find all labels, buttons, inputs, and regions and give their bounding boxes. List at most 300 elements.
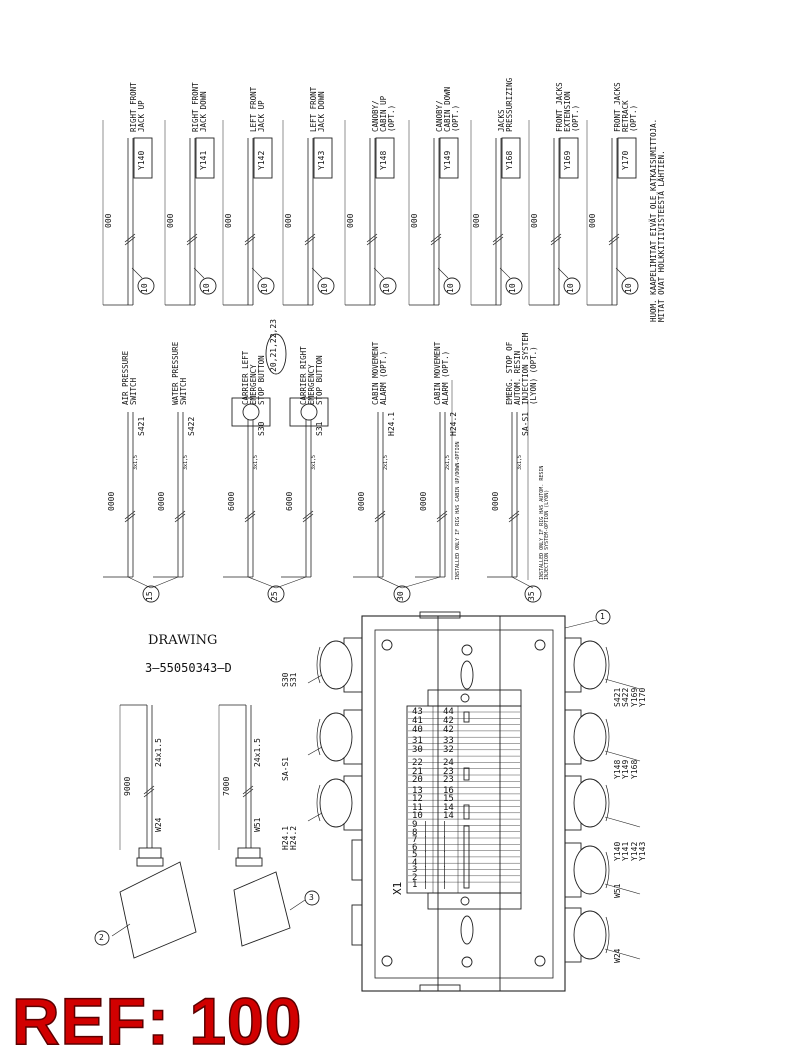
valve-description-line: LEFT FRONT: [249, 86, 258, 132]
sensor-cable-length-line: 6000: [227, 491, 236, 511]
leader-line: [374, 268, 384, 278]
valve-ref-number: [447, 283, 455, 293]
terminal-number: 24: [443, 758, 454, 768]
valve-ref-number-line: 10: [260, 283, 269, 293]
gland-label-left: [282, 826, 299, 850]
valve-description: [130, 82, 146, 132]
box-mount-hole: [382, 956, 392, 966]
valve-description: [498, 78, 514, 132]
blank-plug-top: [420, 612, 460, 618]
valve-code-y143: [318, 151, 326, 170]
sensor-cable-spec-line: 3x1,5: [133, 454, 139, 470]
sensor-cable-length-line: 0000: [491, 491, 500, 511]
valve-ref-number-line: 10: [202, 283, 211, 293]
sensor-code: [522, 412, 530, 436]
gland-label-right-line: Y169: [629, 687, 639, 707]
cable-wire-id: [155, 818, 163, 832]
sensor-description-line: ALARM (OPT.): [378, 350, 388, 405]
sensor-code-line: S421: [137, 416, 146, 436]
terminal-jumper: |: [423, 872, 428, 882]
rail-slot: [461, 916, 473, 944]
terminal-strip-label: [392, 882, 404, 895]
sensor-description-line: CABIN MOVEMENT: [433, 341, 442, 405]
terminal-number: 3: [412, 865, 418, 875]
sensor-cable-spec-line: 3x1,5: [517, 454, 523, 470]
valve-description-line: CANOBY/: [371, 100, 380, 132]
box-mount-hole: [535, 956, 545, 966]
gland-nut-right: [574, 846, 606, 894]
valve-cable-length: [531, 214, 539, 228]
terminal-jumper: |: [442, 850, 447, 859]
valve-cable-length-line: 000: [104, 213, 113, 228]
sensor-cable-length: [492, 492, 500, 511]
leader-line: [128, 577, 151, 588]
valve-code-y168: [506, 151, 514, 170]
group-ref-number-line: 35: [527, 591, 536, 601]
valve-description-line: LEFT FRONT: [309, 86, 318, 132]
terminal-number: 10: [412, 811, 423, 821]
group-ref-number: [528, 591, 536, 601]
valve-description-line: EXTENSION: [562, 91, 572, 132]
valve-code-y142: [258, 151, 266, 170]
box-mount-hole: [382, 640, 392, 650]
sensor-code: [138, 417, 146, 436]
terminal-jumper: |: [442, 842, 447, 852]
valve-cable-length-line: 000: [410, 213, 419, 228]
gland-label-right-line: Y143: [638, 841, 648, 861]
sensor-description-line: STOP BUTTON: [256, 355, 266, 405]
terminal-number: 13: [412, 786, 423, 796]
box-ref-number: 1: [600, 612, 605, 621]
connector-ref-number: 2: [99, 933, 104, 942]
valve-cable-length: [285, 214, 293, 228]
valve-description-line: FRONT JACKS: [613, 82, 622, 132]
drawing-title: DRAWING: [148, 633, 218, 648]
sensor-code-line: S30: [257, 421, 266, 436]
gland-label-right-line: Y141: [621, 841, 631, 861]
sensor-cable-length-line: 0000: [107, 491, 116, 511]
gland-label-right-line: Y142: [629, 841, 639, 861]
valve-description: [372, 96, 396, 132]
terminal-number: 11: [412, 803, 423, 813]
sensor-code: [450, 412, 458, 436]
valve-description-line: (OPT.): [628, 104, 638, 132]
valve-cable-length-line: 000: [588, 213, 597, 228]
terminal-jumper: |: [423, 850, 428, 859]
sensor-cable-spec-line: 3x1,5: [183, 454, 189, 470]
terminal-number: 43: [412, 707, 423, 717]
terminal-number: 20: [412, 775, 423, 785]
valve-ref-number-line: 10: [140, 283, 149, 293]
gland-label-right-line: Y168: [629, 759, 639, 779]
rail-screw: [462, 957, 472, 967]
252,935: [234, 872, 290, 946]
gland-nut-left: [320, 641, 352, 689]
gland-label-right: [614, 688, 648, 707]
terminal-number: 9: [412, 820, 418, 830]
sensor-description: [372, 342, 388, 405]
terminal-jumper: |: [423, 835, 428, 844]
sensor-cable-length: [108, 492, 116, 511]
sensor-cable-spec: [134, 455, 139, 470]
leader-line: [512, 577, 533, 588]
sensor-cable-spec-line: 2x1,5: [383, 454, 389, 470]
valve-ref-number: [383, 283, 391, 293]
cable-length: [124, 777, 132, 796]
terminal-number: 5: [412, 850, 418, 860]
connector-ref-number: 3: [309, 893, 314, 902]
terminal-jumper: |: [442, 880, 447, 889]
valve-cable-length: [105, 214, 113, 228]
leader-line: [438, 268, 448, 278]
stop-ref-label-line: 20,21,22,23: [269, 319, 278, 372]
valve-description-line: PRESSURIZING: [504, 77, 514, 132]
sensor-code: [258, 422, 266, 436]
sensor-description-line: AIR PRESSURE: [121, 350, 130, 405]
stop-button-left: [243, 404, 259, 420]
sensor-code: [188, 417, 196, 436]
terminal-jumper: |: [442, 835, 447, 844]
sensor-cable-spec: [184, 455, 189, 470]
gland-label-right-line: W24: [613, 948, 622, 963]
cable-length-line: 9000: [123, 776, 132, 796]
terminal-marker: [464, 768, 469, 780]
gland-nut-left: [320, 779, 352, 827]
sensor-description: [172, 342, 188, 405]
leader-line: [500, 268, 510, 278]
valve-code-y169-line: Y169: [563, 150, 572, 170]
drawing-number: 3—55050343—D: [145, 661, 232, 675]
leader-line: [616, 268, 626, 278]
terminal-number: 12: [412, 794, 423, 804]
terminal-number: 1: [412, 880, 418, 890]
valve-code-y143-line: Y143: [317, 150, 326, 170]
valve-cable-length: [347, 214, 355, 228]
valve-ref-number: [321, 283, 329, 293]
terminal-number: 30: [412, 745, 423, 755]
valve-code-y148: [380, 151, 388, 170]
sensor-cable-spec-line: 3x1,5: [311, 454, 317, 470]
blank-plug-bottom: [420, 985, 460, 991]
terminal-number: 2: [412, 872, 418, 883]
gland-nut-right: [574, 641, 606, 689]
leader-line: [565, 620, 597, 628]
terminal-number: 22: [412, 758, 423, 768]
rail-slot: [461, 661, 473, 689]
valve-cable-length-line: 000: [284, 213, 293, 228]
leader-line: [402, 577, 440, 588]
terminal-number: 4: [412, 857, 418, 868]
terminal-number: 33: [443, 736, 454, 746]
sensor-cable-spec-line: 3x1,5: [253, 454, 259, 470]
cable-wire-id-line: W24: [154, 817, 163, 832]
gland-nut-left: [320, 713, 352, 761]
resin-option-note-line: INSTALLED ONLY IF RIG HAS AUTOM. RESIN: [539, 465, 545, 580]
gland-label-right-line: Y148: [613, 759, 622, 779]
terminal-number: 21: [412, 767, 423, 777]
valve-code-y168-line: Y168: [505, 150, 514, 170]
sensor-description: [506, 333, 538, 405]
valve-ref-number: [203, 283, 211, 293]
valve-code-y149-line: Y149: [443, 150, 452, 170]
valve-cable-length-line: 000: [346, 213, 355, 228]
gland-label-left-line: H24.2: [289, 825, 299, 850]
leader-line: [194, 268, 204, 278]
cable-length-line: 7000: [222, 776, 231, 796]
gland-label-right-line: Y140: [613, 841, 622, 861]
valve-description-line: (OPT.): [450, 104, 460, 132]
valve-ref-number-line: 10: [446, 283, 455, 293]
terminal-number: 7: [412, 835, 418, 845]
sensor-description-line: SWITCH: [178, 377, 188, 405]
cable-spec-line: 24x1.5: [253, 738, 262, 767]
terminal-number: 44: [443, 707, 454, 717]
sensor-cable-spec: [312, 455, 317, 470]
leader-line: [112, 924, 130, 936]
sensor-cable-spec: [384, 455, 389, 470]
leader-line: [312, 268, 322, 278]
rail-screw: [462, 645, 472, 655]
terminal-number: 32: [443, 745, 454, 755]
valve-cable-length: [167, 214, 175, 228]
terminal-jumper: |: [442, 872, 447, 882]
terminal-jumper: |: [442, 827, 447, 837]
terminal-marker: [464, 805, 469, 819]
sensor-description: [434, 342, 450, 405]
cable-wire-id: [254, 818, 262, 832]
terminal-number: 14: [443, 811, 454, 821]
valve-description-line: FRONT JACKS: [555, 82, 564, 132]
valve-cable-length: [411, 214, 419, 228]
cable-length-note-line: HUOM. KAAPELIMITAT EIVÄT OLE KATKAISUMITTOJA.: [649, 118, 658, 322]
sensor-cable-length-line: 0000: [157, 491, 166, 511]
sensor-cable-length: [158, 492, 166, 511]
valve-code-y141: [200, 151, 208, 170]
cable-length-note-line: MITAT OVAT HOLKKITIIVISTEESTÄ LÄHTIEN.: [656, 150, 666, 322]
sensor-code: [388, 412, 396, 436]
sensor-description-line: ALARM (OPT.): [440, 350, 450, 405]
terminal-number: 31: [412, 736, 423, 746]
valve-description: [310, 87, 326, 132]
sensor-cable-length: [286, 492, 294, 511]
gland-label-right-line: S422: [621, 687, 631, 707]
sensor-cable-length-line: 6000: [285, 491, 294, 511]
group-ref-number-line: 25: [270, 591, 279, 601]
cable-gland-nut: [236, 858, 262, 866]
sensor-cable-spec: [446, 455, 451, 470]
gland-label-left: [282, 673, 299, 687]
gland-label-left-line: SA-S1: [281, 756, 290, 781]
valve-code-y140: [138, 151, 146, 170]
sensor-cable-length: [228, 492, 236, 511]
sensor-description-line: WATER PRESSURE: [171, 341, 180, 405]
terminal-end-plate: [428, 690, 521, 706]
terminal-number: 15: [443, 794, 454, 804]
valve-cable-length-line: 000: [224, 213, 233, 228]
terminal-jumper: |: [423, 857, 428, 867]
stop-button-right: [301, 404, 317, 420]
sensor-code-line: H24.1: [387, 411, 396, 436]
cabin-option-note-line: INSTALLED ONLY IF RIG HAS CABIN UP/DOWN-OPTION: [455, 441, 461, 580]
gland-label-right: [614, 949, 622, 963]
cable-wire-id-line: W51: [253, 817, 262, 832]
terminal-number: 8: [412, 827, 418, 838]
valve-ref-number-line: 10: [382, 283, 391, 293]
leader-line: [276, 577, 306, 588]
leader-line: [605, 884, 640, 894]
sensor-description-line: CARRIER LEFT: [241, 350, 250, 405]
valve-description: [614, 82, 638, 132]
valve-description-line: RIGHT FRONT: [129, 82, 138, 132]
terminal-screw: [461, 694, 469, 702]
sensor-cable-length-line: 0000: [357, 491, 366, 511]
gland-nut-right: [574, 779, 606, 827]
cable-spec: [254, 738, 262, 767]
terminal-strip-label-line: X1: [391, 881, 404, 895]
valve-cable-length-line: 000: [530, 213, 539, 228]
cable-length-note: [650, 119, 666, 322]
sensor-description-line: EMERG. STOP OF: [505, 341, 514, 405]
sensor-description-line: SWITCH: [128, 377, 138, 405]
terminal-jumper: |: [442, 865, 447, 874]
gland-nut-right: [574, 911, 606, 959]
valve-description: [250, 87, 266, 132]
leader-line: [252, 268, 262, 278]
valve-description-line: (OPT.): [570, 104, 580, 132]
sensor-description-line: CABIN MOVEMENT: [371, 341, 380, 405]
terminal-marker: [464, 712, 469, 722]
sensor-cable-spec-line: 2x1,5: [445, 454, 451, 470]
terminal-jumper: |: [423, 880, 428, 889]
cable-spec: [155, 738, 163, 767]
sensor-description: [242, 351, 266, 405]
sensor-cable-length: [420, 492, 428, 511]
group-ref-number: [146, 591, 154, 601]
sensor-description-line: AUTOM. RESIN: [512, 350, 522, 405]
leader-line: [290, 900, 305, 910]
valve-ref-number: [509, 283, 517, 293]
valve-description: [556, 82, 580, 132]
valve-cable-length: [589, 214, 597, 228]
leader-line: [151, 577, 178, 588]
cable-gland-nut: [137, 858, 163, 866]
sensor-description-line: (LYON) (OPT.): [528, 346, 538, 405]
sensor-cable-length: [358, 492, 366, 511]
terminal-jumper: |: [423, 842, 428, 852]
terminal-number: 23: [443, 767, 454, 777]
gland-label-left-line: H24.1: [281, 825, 290, 850]
valve-code-y140-line: Y140: [137, 150, 146, 170]
sensor-code-line: S31: [315, 421, 324, 436]
terminal-jumper: |: [442, 857, 447, 867]
cable-gland: [238, 848, 260, 858]
valve-ref-number-line: 10: [508, 283, 517, 293]
gland-label-left-line: S31: [289, 672, 299, 687]
sensor-code-line: H24.2: [449, 411, 458, 436]
valve-description-line: CANOBY/: [435, 100, 444, 132]
valve-description-line: RETRACK: [620, 100, 630, 132]
valve-ref-number: [141, 283, 149, 293]
resin-option-note-line: INJECTION SYSTEM-OPTION (LYON): [544, 489, 551, 580]
gland-label-left-line: S30: [281, 672, 290, 687]
valve-description-line: JACK UP: [256, 100, 266, 132]
terminal-number: 41: [412, 716, 423, 726]
gland-label-right-line: S421: [613, 687, 622, 707]
gland-label-right-line: W51: [613, 883, 622, 898]
valve-code-y170-line: Y170: [621, 150, 630, 170]
valve-ref-number: [625, 283, 633, 293]
valve-code-y142-line: Y142: [257, 150, 266, 170]
leader-line: [558, 268, 568, 278]
terminal-end-plate: [428, 893, 521, 909]
gland-label-right-line: Y170: [638, 687, 648, 707]
resin-option-note: [540, 466, 551, 580]
sensor-cable-spec: [254, 455, 259, 470]
gland-label-right-line: Y149: [621, 759, 631, 779]
sensor-description: [300, 346, 324, 405]
sensor-description-line: EMERGENCY: [248, 364, 258, 405]
valve-ref-number-line: 10: [566, 283, 575, 293]
valve-code-y141-line: Y141: [199, 150, 208, 170]
terminal-number: 42: [443, 725, 454, 735]
155,925: [120, 862, 196, 958]
valve-description: [192, 82, 208, 132]
group-ref-number: [271, 591, 279, 601]
sensor-code: [316, 422, 324, 436]
leader-line: [378, 577, 402, 588]
box-mount-hole: [535, 640, 545, 650]
valve-description-line: JACK DOWN: [198, 91, 208, 132]
terminal-number: 14: [443, 803, 454, 813]
stop-ref-label: [270, 319, 278, 372]
terminal-jumper: |: [423, 827, 428, 837]
valve-description: [436, 87, 460, 132]
leader-line: [605, 817, 640, 827]
terminal-number: 40: [412, 725, 423, 735]
sensor-description-line: INJECTION SYSTEM: [520, 332, 530, 405]
sensor-description: [122, 351, 138, 405]
sensor-cable-length-line: 0000: [419, 491, 428, 511]
valve-ref-number: [261, 283, 269, 293]
valve-cable-length-line: 000: [472, 213, 481, 228]
valve-cable-length-line: 000: [166, 213, 175, 228]
group-ref-number: [397, 591, 405, 601]
valve-code-y169: [564, 151, 572, 170]
valve-ref-number: [567, 283, 575, 293]
terminal-number: 6: [412, 842, 418, 853]
terminal-number: 42: [443, 716, 454, 726]
terminal-screw: [461, 897, 469, 905]
sensor-code-line: S422: [187, 416, 196, 436]
valve-ref-number-line: 10: [320, 283, 329, 293]
blank-plug-left: [352, 905, 362, 945]
gland-label-left: [282, 757, 290, 781]
sensor-description-line: EMERGENCY: [306, 364, 316, 405]
terminal-jumper: |: [423, 865, 428, 874]
valve-description-line: (OPT.): [386, 104, 396, 132]
valve-ref-number-line: 10: [624, 283, 633, 293]
valve-description-line: JACK UP: [136, 100, 146, 132]
sensor-cable-spec: [518, 455, 523, 470]
cable-spec-line: 24x1.5: [154, 738, 163, 767]
cable-length: [223, 777, 231, 796]
valve-cable-length: [225, 214, 233, 228]
valve-cable-length: [473, 214, 481, 228]
leader-line: [132, 268, 142, 278]
group-ref-number-line: 15: [145, 591, 154, 601]
valve-description-line: JACK DOWN: [316, 91, 326, 132]
terminal-jumper: |: [423, 820, 428, 829]
